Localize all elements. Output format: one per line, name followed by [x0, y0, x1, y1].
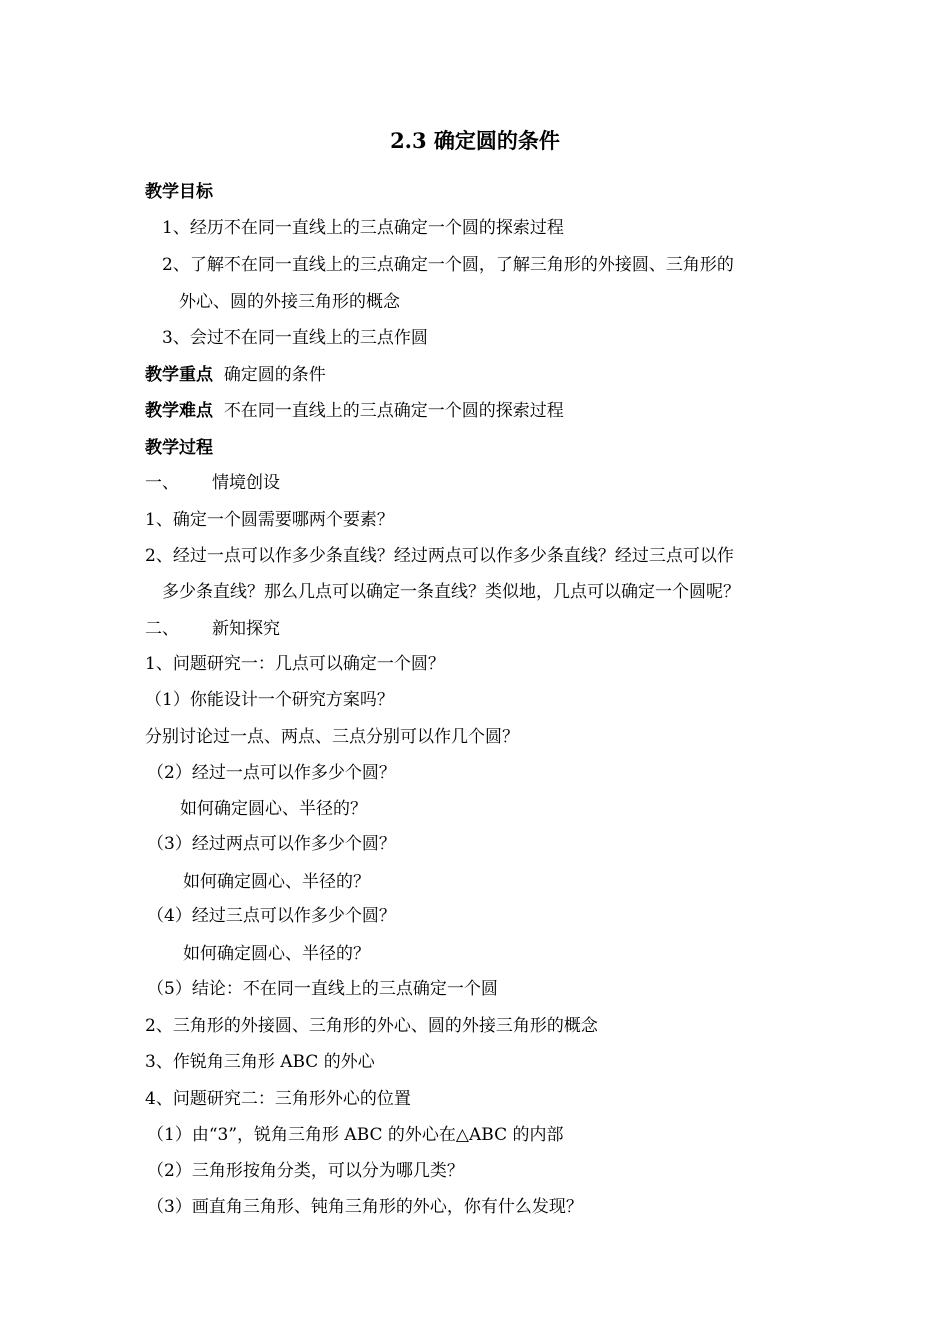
research-2: 2、三角形的外接圆、三角形的外心、圆的外接三角形的概念	[145, 1016, 598, 1036]
teaching-difficulty	[145, 399, 564, 423]
teaching-goals-heading: 教学目标	[145, 182, 213, 202]
goal-item-2-line2: 外心、圆的外接三角形的概念	[179, 292, 400, 312]
research-4-item-1: （1）由“3”，锐角三角形 ABC 的外心在△ABC 的内部	[147, 1125, 564, 1145]
research-3: 3、作锐角三角形 ABC 的外心	[145, 1052, 375, 1072]
research-4-item-3: （3）画直角三角形、钝角三角形的外心，你有什么发现？	[147, 1197, 583, 1217]
teaching-focus-label: 教学重点	[145, 365, 213, 385]
goal-item-3: 3、会过不在同一直线上的三点作圆	[162, 328, 428, 348]
section-1-title: 情境创设	[212, 473, 280, 493]
research-1-item-4: （4）经过三点可以作多少个圆？	[147, 906, 396, 926]
research-4-item-2: （2）三角形按角分类，可以分为哪几类？	[147, 1161, 464, 1181]
research-1: 1、问题研究一：几点可以确定一个圆？	[145, 654, 445, 674]
question-2-line2: 多少条直线？那么几点可以确定一条直线？类似地，几点可以确定一个圆呢？	[162, 582, 740, 602]
research-1-item-4-question: 如何确定圆心、半径的？	[183, 944, 370, 964]
teaching-difficulty-label: 教学难点	[145, 401, 213, 421]
research-1-item-1: （1）你能设计一个研究方案吗？	[145, 690, 394, 710]
goal-item-1: 1、经历不在同一直线上的三点确定一个圆的探索过程	[162, 218, 564, 238]
research-1-item-2: （2）经过一点可以作多少个圆？	[147, 763, 396, 783]
research-1-item-3-question: 如何确定圆心、半径的？	[183, 872, 370, 892]
research-1-item-5: （5）结论：不在同一直线上的三点确定一个圆	[147, 979, 498, 999]
goal-item-2-line1: 2、了解不在同一直线上的三点确定一个圆，了解三角形的外接圆、三角形的	[162, 255, 734, 275]
teaching-process-heading: 教学过程	[145, 438, 213, 458]
question-1: 1、确定一个圆需要哪两个要素？	[145, 510, 394, 530]
research-4: 4、问题研究二：三角形外心的位置	[145, 1089, 411, 1109]
section-2-title: 新知探究	[212, 619, 280, 639]
research-1-item-3: （3）经过两点可以作多少个圆？	[147, 834, 396, 854]
research-1-note: 分别讨论过一点、两点、三点分别可以作几个圆？	[145, 727, 519, 747]
teaching-focus-text: 确定圆的条件	[223, 365, 326, 385]
document-title: 2.3 确定圆的条件	[390, 128, 560, 153]
section-1-number: 一、	[145, 473, 179, 493]
teaching-focus	[145, 363, 326, 387]
teaching-difficulty-text: 不在同一直线上的三点确定一个圆的探索过程	[223, 401, 564, 421]
question-2-line1: 2、经过一点可以作多少条直线？经过两点可以作多少条直线？经过三点可以作	[145, 546, 734, 566]
section-2-number: 二、	[145, 619, 179, 639]
research-1-item-2-question: 如何确定圆心、半径的？	[180, 799, 367, 819]
